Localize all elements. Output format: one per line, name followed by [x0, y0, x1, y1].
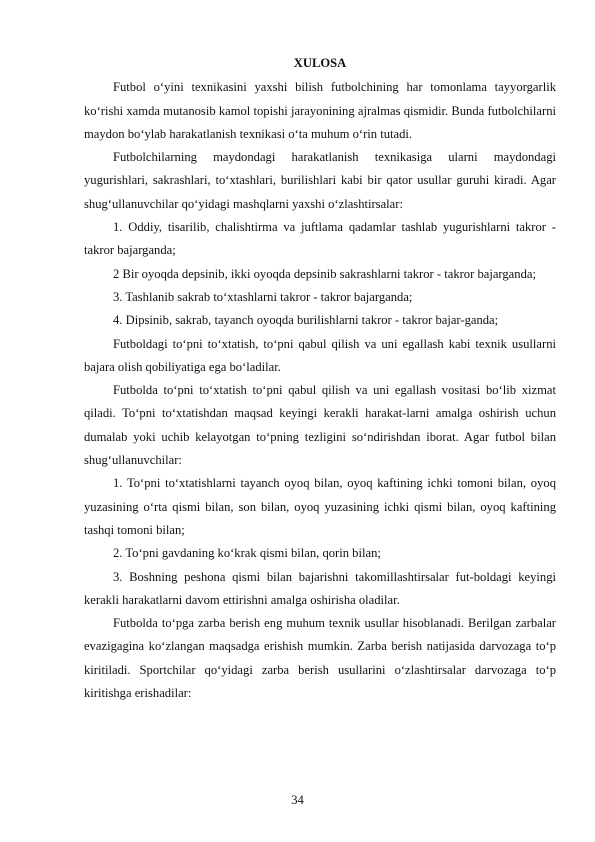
- list-item-ball-stop-foot: 1. To‘pni to‘xtatishlarni tayanch oyoq bilan, oyoq kaftining ichki tomoni bilan, oyoq yuzasining o‘rta qismi bilan, son bilan, oyoq yuzasining ichki qismi bilan, oyoq kaftining tashqi tomoni bilan;: [84, 476, 556, 537]
- paragraph-1: Futbol o‘yini texnikasini yaxshi bilish futbolchining har tomonlama tayyorgarlik ko‘rishi xamda mutanosib kamol topishi jarayonining ajralmas qismidir. Bunda futbolchilarni maydon bo‘ylab harakatlanish texnikasi o‘ta muhum o‘rin tutadi.: [84, 80, 556, 141]
- paragraph-5: Futbolda to‘pga zarba berish eng muhum texnik usullar hisoblanadi. Berilgan zarbalar evazigagina ko‘zlangan maqsadga erishish mumkin. Zarba berish natijasida darvozaga to‘p kiritiladi. Sportchilar qo‘yidagi zarba berish usullarini o‘zlashtirsalar darvozaga to‘p kiritishga erishadilar:: [84, 616, 556, 701]
- page-title: XULOSA: [293, 56, 347, 70]
- list-item-ball-stop-head: 3. Boshning peshona qismi bilan bajarishni takomillashtirsalar fut-boldagi keyingi kerakli harakatlarni davom ettirishni amalga oshirisha oladilar.: [84, 569, 556, 607]
- list-item-ball-stop-chest: 2. To‘pni gavdaning ko‘krak qismi bilan, qorin bilan;: [113, 546, 381, 561]
- document-page: [84, 52, 556, 705]
- paragraph-2: Futbolchilarning maydondagi harakatlanish texnikasiga ularni maydondagi yugurishlari, sakrashlari, to‘xtashlari, burilishlari kabi bir qator usullar guruhi kiradi. Agar shug‘ullanuvchilar qo‘yidagi mashqlarni yaxshi o‘zlashtirsalar:: [84, 150, 556, 211]
- list-item-jumping: 2 Bir oyoqda depsinib, ikki oyoqda depsinib sakrashlarni takror - takror bajarganda;: [113, 266, 536, 281]
- paragraph-4: Futbolda to‘pni to‘xtatish to‘pni qabul qilish va uni egallash vositasi bo‘lib xizmat qiladi. To‘pni to‘xtatishdan maqsad keyingi kerakli harakat-larni amalga oshirish uchun dumalab yoki uchib kelayotgan to‘pning tezligini so‘ndirishdan iborat. Agar futbol bilan shug‘ullanuvchilar:: [84, 383, 556, 468]
- list-item-turning: 4. Dipsinib, sakrab, tayanch oyoqda burilishlarni takror - takror bajar-ganda;: [113, 313, 499, 328]
- list-item-running: 1. Oddiy, tisarilib, chalishtirma va juftlama qadamlar tashlab yugurishlarni takror - takror bajarganda;: [84, 220, 556, 258]
- page-number: 34: [291, 793, 304, 807]
- list-item-stopping: 3. Tashlanib sakrab to‘xtashlarni takror - takror bajarganda;: [113, 289, 413, 304]
- paragraph-3: Futboldagi to‘pni to‘xtatish, to‘pni qabul qilish va uni egallash kabi texnik usullarni bajara olish qobiliyatiga ega bo‘ladilar.: [84, 336, 556, 374]
